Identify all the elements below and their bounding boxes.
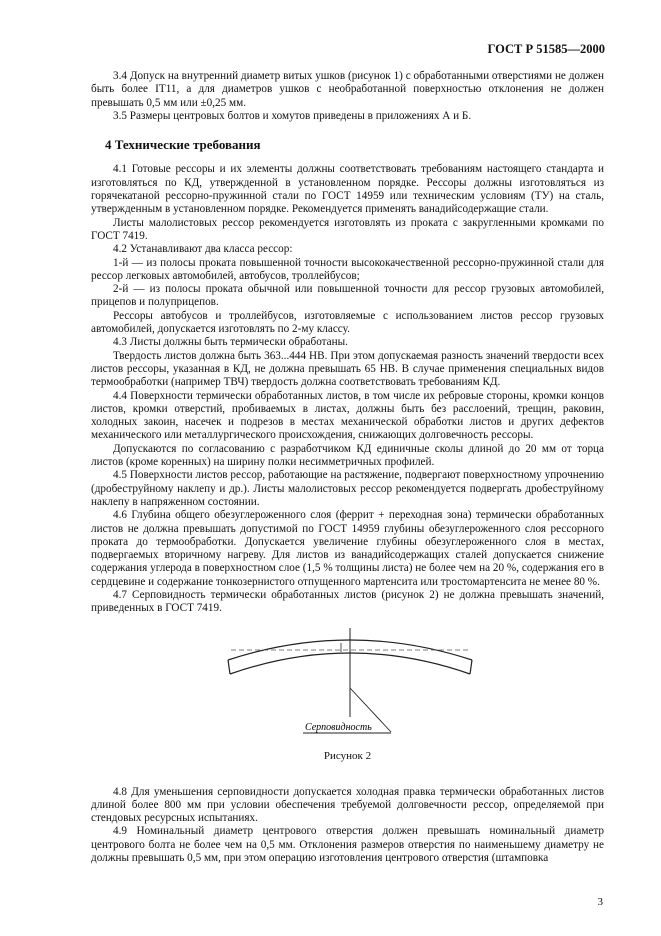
paragraph-4-2: 4.2 Устанавливают два класса рессор:: [113, 243, 293, 256]
section-heading: 4 Технические требования: [105, 137, 261, 153]
figure-2: [91, 622, 604, 772]
figure-label: Серповидность: [305, 721, 372, 733]
paragraph: 2-й — из полосы проката обычной или повышенной точности для рессор грузовых автомобилей, прицепов и полуприцепов.: [91, 283, 604, 309]
document-header: ГОСТ Р 51585—2000: [487, 42, 605, 56]
figure-caption: Рисунок 2: [323, 749, 372, 762]
paragraph-4-6: 4.6 Глубина общего обезуглероженного слоя (феррит + переходная зона) термически обработанных листов не должна превышать допустимой по ГОСТ 14959 глубины обезуглероженного слоя рессорного проката до термообработки. Допускается увеличение глубины обезуглероженного слоя в местах, подвергаемых вторичному нагреву. Для листов из ванадийсодержащих сталей допускается снижение содержания углерода в поверхностном слое (1,5 % толщины листа) не более чем на 20 %, содержания его в сердцевине и содержание тонкозернистого отпущенного мартенсита или тростомартенсита не менее 80 %.: [91, 509, 604, 588]
paragraph: Твердость листов должна быть 363...444 НВ. При этом допускаемая разность значений твердости всех листов рессоры, указанная в КД, не должна превышать 65 НВ. В случае применения специальных видов термообработки (например ТВЧ) твердость должна соответствовать требованиям КД.: [91, 349, 604, 389]
paragraph-4-7: 4.7 Серповидность термически обработанных листов (рисунок 2) не должна превышать значений, приведенных в ГОСТ 7419.: [91, 588, 604, 615]
paragraph: Рессоры автобусов и троллейбусов, изготовляемые с использованием листов рессор грузовых автомобилей, допускается изготовлять по 2-му классу.: [91, 309, 604, 336]
paragraph-3-5: 3.5 Размеры центровых болтов и хомутов приведены в приложениях А и Б.: [113, 109, 472, 122]
paragraph: Допускаются по согласованию с разработчиком КД единичные сколы длиной до 20 мм от торца листов (кроме коренных) на ширину полки несимметричных профилей.: [91, 442, 604, 469]
paragraph-4-4: 4.4 Поверхности термически обработанных листов, в том числе их ребровые стороны, кромки концов листов, кромки отверстий, пробиваемых в листах, должны быть без расслоений, трещин, раковин, холодных закоин, насечек и подрезов в местах механической обработки листов и других дефектов механического или металлургического происхождения, снижающих долговечность рессоры.: [91, 389, 604, 442]
page-number: 3: [597, 896, 603, 908]
paragraph-3-4: 3.4 Допуск на внутренний диаметр витых ушков (рисунок 1) с обработанными отверстиями не должен быть более IT11, а для диаметров ушков с необработанной поверхностью отклонения не должен превышать 0,5 мм или ±0,25 мм.: [91, 70, 604, 109]
paragraph: Листы малолистовых рессор рекомендуется изготовлять из проката с закругленными кромками по ГОСТ 7419.: [91, 216, 604, 242]
page-content: [91, 70, 604, 865]
paragraph-4-8: 4.8 Для уменьшения серповидности допускается холодная правка термически обработанных листов длиной более 800 мм при условии обеспечения требуемой долговечности рессор, определяемой при стендовых ресурсных испытаниях.: [91, 785, 604, 825]
paragraph-4-9: 4.9 Номинальный диаметр центрового отверстия должен превышать номинальный диаметр центрового болта не более чем на 0,5 мм. Отклонения размеров отверстия по наименьшему диаметру не должны превышать 0,5 мм, при этом операцию изготовления центрового отверстия (штамповка: [91, 825, 604, 865]
paragraph-4-3: 4.3 Листы должны быть термически обработаны.: [113, 336, 348, 349]
camber-diagram: [91, 622, 604, 747]
paragraph-4-1: 4.1 Готовые рессоры и их элементы должны соответствовать требованиям настоящего стандарта и изготовляться по КД, утвержденной в установленном порядке. Рессоры должны изготовляться из горячекатаной рессорно-пружинной стали по ГОСТ 14959 или техническим условиям (ТУ) на сталь, утвержденным в установленном порядке. Рекомендуется применять ванадийсодержащие стали.: [91, 163, 604, 216]
paragraph: 1-й — из полосы проката повышенной точности высококачественной рессорно-пружинной стали для рессор легковых автомобилей, автобусов, троллейбусов;: [91, 256, 604, 282]
paragraph-4-5: 4.5 Поверхности листов рессор, работающие на растяжение, подвергают поверхностному упрочнению (дробеструйному наклепу и др.). Листы малолистовых рессор рекомендуется подвергать дробеструйному наклепу в напряженном состоянии.: [91, 469, 604, 508]
